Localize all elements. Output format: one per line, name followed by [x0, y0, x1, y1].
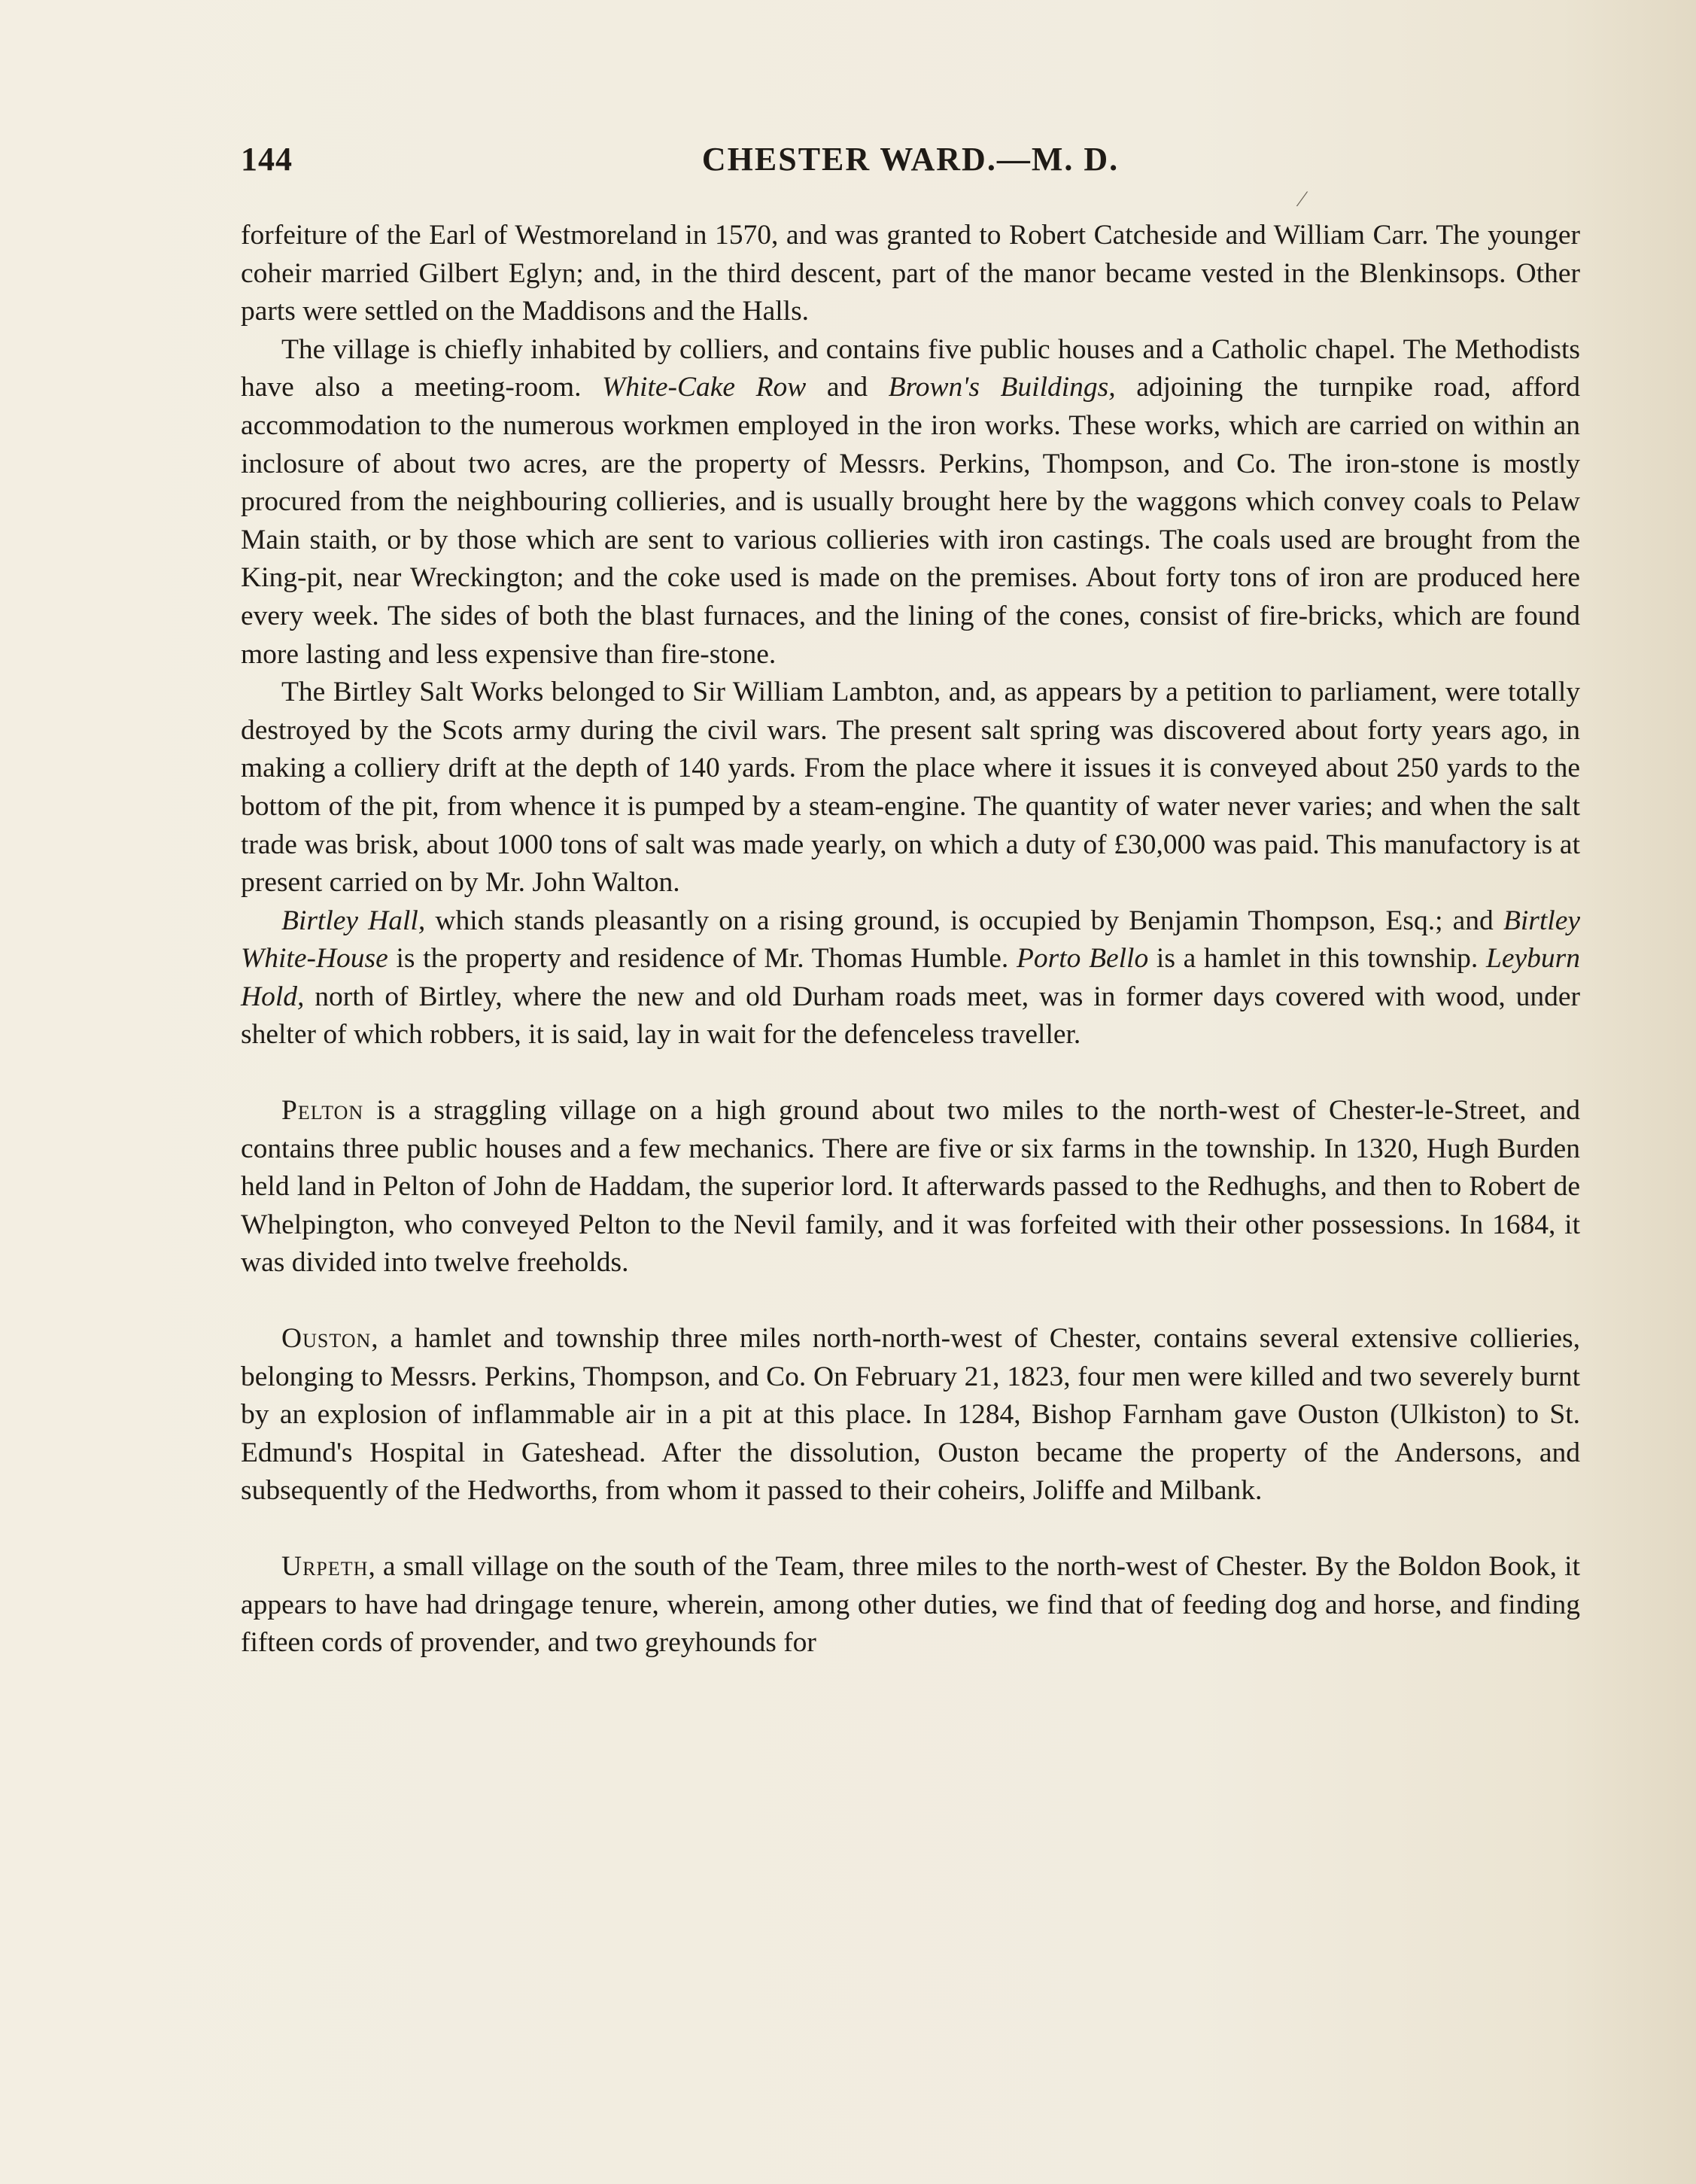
- paragraph-pelton: Pelton is a straggling village on a high ground about two miles to the north-west of Chester-le-Street, and contains three public houses and a few mechanics. There are five or six farms in the township. In 1320, Hugh Burden held land in Pelton of John de Haddam, the superior lord. It afterwards passed to the Redhughs, and then to Robert de Whelpington, who conveyed Pelton to the Nevil family, and it was forfeited with their other possessions. In 1684, it was divided into twelve freeholds.: [241, 1095, 1580, 1279]
- paragraph-urpeth: Urpeth, a small village on the south of the Team, three miles to the north-west of Chester. By the Boldon Book, it appears to have had dringage tenure, wherein, among other duties, we find that of feeding dog and horse, and finding fifteen cords of provender, and two greyhounds for: [241, 1551, 1580, 1659]
- paragraph-salt-works: The Birtley Salt Works belonged to Sir William Lambton, and, as appears by a petition to parliament, were totally destroyed by the Scots army during the civil wars. The present salt spring was discovered about forty years ago, in making a colliery drift at the depth of 140 yards. From the place where it issues it is conveyed about 250 yards to the bottom of the pit, from whence it is pumped by a steam-engine. The quantity of water never varies; and when the salt trade was brisk, about 1000 tons of salt was made yearly, on which a duty of £30,000 was paid. This manufactory is at present carried on by Mr. John Walton.: [241, 677, 1580, 899]
- pencil-mark: ⁄: [1300, 187, 1305, 211]
- running-head: CHESTER WARD.—M. D.: [701, 141, 1120, 178]
- page-header: [241, 140, 1580, 193]
- paragraph-continuation: forfeiture of the Earl of Westmoreland in 1570, and was granted to Robert Catcheside and William Carr. The younger coheir married Gilbert Eglyn; and, in the third descent, part of the manor became vested in the Blenkinsops. Other parts were settled on the Maddisons and the Halls.: [241, 220, 1580, 327]
- place-name: Leyburn Hold,: [241, 943, 1580, 1012]
- place-name: Brown's Buildings,: [888, 372, 1116, 403]
- place-name: Birtley Hall,: [281, 905, 426, 936]
- section-heading: Ouston: [281, 1323, 372, 1355]
- section-heading: Urpeth: [281, 1551, 369, 1582]
- paragraph-birtley-hall: Birtley Hall, which stands pleasantly on a rising ground, is occupied by Benjamin Thompson, Esq.; and Birtley White-House is the property and residence of Mr. Thomas Humble. Porto Bello is a hamlet in this township. Leyburn Hold, north of Birtley, where the new and old Durham roads meet, was in former days covered with wood, under shelter of which robbers, it is said, lay in wait for the defenceless traveller.: [241, 905, 1580, 1051]
- place-name: Birtley White-House: [241, 905, 1580, 975]
- section-heading: Pelton: [281, 1095, 364, 1127]
- paragraph-ouston: Ouston, a hamlet and township three miles north-north-west of Chester, contains several extensive collieries, belonging to Messrs. Perkins, Thompson, and Co. On February 21, 1823, four men were killed and two severely burnt by an explosion of inflammable air in a pit at this place. In 1284, Bishop Farnham gave Ouston (Ulkiston) to St. Edmund's Hospital in Gateshead. After the dissolution, Ouston became the property of the Andersons, and subsequently of the Hedworths, from whom it passed to their coheirs, Joliffe and Milbank.: [241, 1323, 1580, 1507]
- page-body: [241, 217, 1580, 1662]
- page-number: 144: [241, 141, 293, 178]
- place-name: Porto Bello: [1016, 943, 1149, 975]
- place-name: White-Cake Row: [602, 372, 807, 403]
- paragraph-village: The village is chiefly inhabited by colliers, and contains five public houses and a Catholic chapel. The Methodists have also a meeting-room. White-Cake Row and Brown's Buildings, adjoining the turnpike road, afford accommodation to the numerous workmen employed in the iron works. These works, which are carried on within an inclosure of about two acres, are the property of Messrs. Perkins, Thompson, and Co. The iron-stone is mostly procured from the neighbouring collieries, and is usually brought here by the waggons which convey coals to Pelaw Main staith, or by those which are sent to various collieries with iron castings. The coals used are brought from the King-pit, near Wreckington; and the coke used is made on the premises. About forty tons of iron are produced here every week. The sides of both the blast furnaces, and the lining of the cones, consist of fire-bricks, which are found more lasting and less expensive than fire-stone.: [241, 333, 1580, 670]
